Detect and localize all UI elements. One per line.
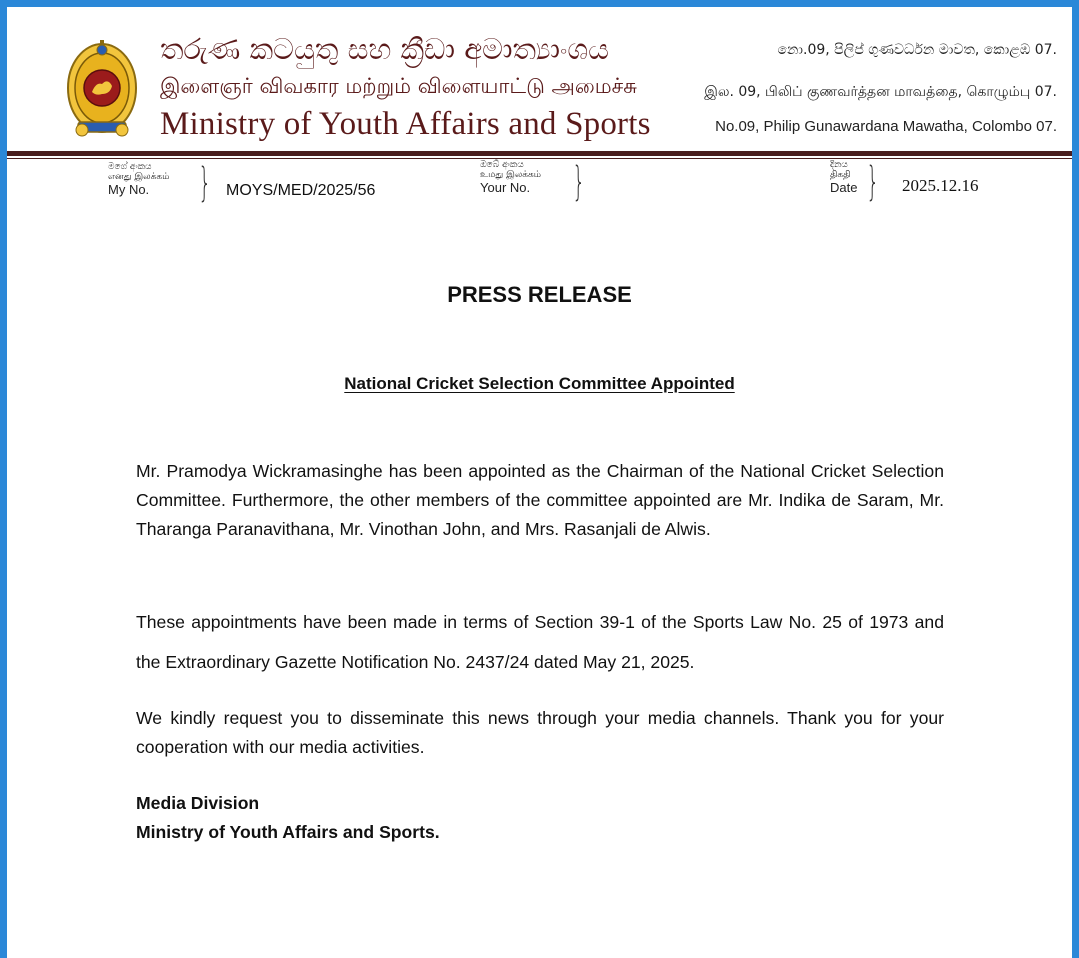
address-sinhala: නො.09, පිලිප් ගුණවර්ධන මාවත, කොළඹ 07. bbox=[777, 42, 1057, 58]
my-no-value: MOYS/MED/2025/56 bbox=[226, 182, 376, 199]
page-title: PRESS RELEASE bbox=[447, 282, 632, 307]
date-label: දිනය திகதி Date bbox=[830, 160, 858, 195]
letterhead-divider bbox=[7, 151, 1072, 156]
my-no-label: මගේ අංකය எனது இலக்கம் My No. bbox=[108, 162, 170, 197]
ministry-name-english: Ministry of Youth Affairs and Sports bbox=[160, 106, 651, 142]
ministry-name-tamil: இளைஞர் விவகார மற்றும் விளையாட்டு அமைச்சு bbox=[160, 74, 637, 98]
paragraph-legal-basis: These appointments have been made in terms of Section 39-1 of the Sports Law No. 25 of 1973 and the Extraordinary Gazette Notification No. 2437/24 dated May 21, 2025. bbox=[136, 612, 944, 672]
date-brace: } bbox=[866, 159, 880, 205]
document-subtitle: National Cricket Selection Committee Appointed bbox=[344, 374, 735, 393]
signature-ministry: Ministry of Youth Affairs and Sports. bbox=[136, 822, 440, 842]
your-no-brace: } bbox=[572, 159, 586, 205]
my-no-brace: } bbox=[198, 160, 212, 206]
paragraph-appointments: Mr. Pramodya Wickramasinghe has been appointed as the Chairman of the National Cricket Selection Committee. Furthermore, the other members of the committee appointed are Mr. Indika de Saram, Mr. Tharanga Paranavithana, Mr. Vinothan John, and Mrs. Rasanjali de Alwis. bbox=[136, 461, 944, 539]
sri-lanka-emblem-icon bbox=[64, 34, 140, 142]
paragraph-request: We kindly request you to disseminate this news through your media channels. Thank you for your cooperation with our media activities. bbox=[136, 708, 944, 757]
date-value: 2025.12.16 bbox=[902, 176, 979, 195]
address-english: No.09, Philip Gunawardana Mawatha, Colombo 07. bbox=[715, 118, 1057, 135]
address-tamil: இல. 09, பிலிப் குணவர்த்தன மாவத்தை, கொழும்பு 07. bbox=[704, 84, 1057, 100]
ministry-name-sinhala: තරුණ කටයුතු සහ ක්‍රීඩා අමාත්‍යාංශය bbox=[160, 32, 609, 66]
letterhead-divider-thin bbox=[7, 158, 1072, 159]
signature-division: Media Division bbox=[136, 793, 260, 813]
your-no-label: ඔබේ අංකය உமது இலக்கம் Your No. bbox=[480, 160, 542, 195]
